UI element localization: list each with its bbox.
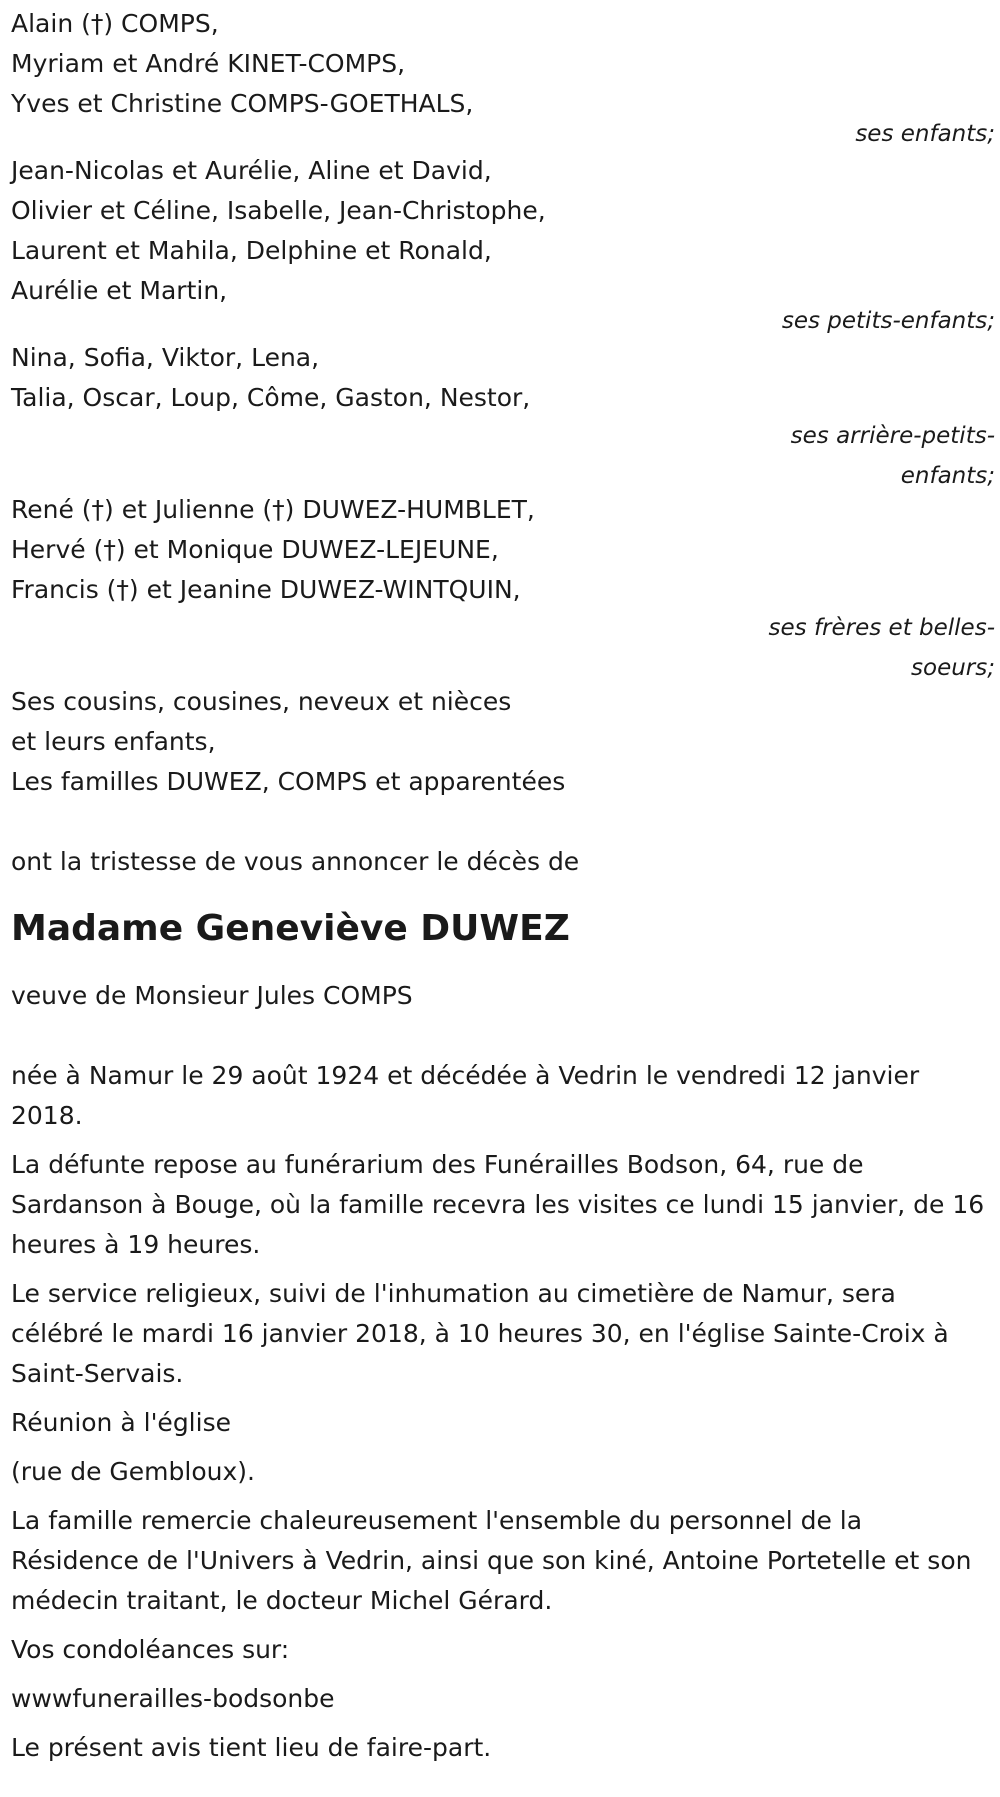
family-line: Alain (†) COMPS, (11, 9, 219, 38)
great-grandchildren-group (11, 338, 996, 496)
family-line: René (†) et Julienne (†) DUWEZ-HUMBLET, (11, 495, 535, 524)
condolences-link[interactable]: wwwfunerailles-bodsonbe (11, 1684, 335, 1713)
relation-label: ses enfants; (855, 121, 995, 147)
relation-label (11, 608, 996, 688)
family-line: Jean-Nicolas et Aurélie, Aline et David, (11, 156, 492, 185)
condolences-label: Vos condoléances sur: (11, 1635, 290, 1664)
relation-label (11, 416, 996, 496)
reunion-text: Réunion à l'église (11, 1408, 231, 1437)
family-line: Hervé (†) et Monique DUWEZ-LEJEUNE, (11, 535, 499, 564)
service-paragraph: Le service religieux, suivi de l'inhumation au cimetière de Namur, sera célébré le mardi 16 janvier 2018, à 10 heures 30, en l'église Sainte-Croix à Saint-Servais. (11, 1279, 949, 1388)
announcement-text: ont la tristesse de vous annoncer le décès de (11, 847, 580, 876)
relation-label-line: ses frères et belles- (768, 615, 995, 641)
other-relatives-group (11, 682, 996, 802)
relation-label-line: enfants; (900, 463, 995, 489)
visitation-paragraph: La défunte repose au funérarium des Funérailles Bodson, 64, rue de Sardanson à Bouge, où la famille recevra les visites ce lundi 15 janvier, de 16 heures à 19 heures. (11, 1150, 985, 1259)
siblings-group (11, 490, 996, 688)
family-line: Olivier et Céline, Isabelle, Jean-Christophe, (11, 196, 546, 225)
family-line: Talia, Oscar, Loup, Côme, Gaston, Nestor, (11, 383, 531, 412)
thanks-paragraph: La famille remercie chaleureusement l'ensemble du personnel de la Résidence de l'Univers à Vedrin, ainsi que son kiné, Antoine Portetelle et son médecin traitant, le docteur Michel Gérard. (11, 1506, 972, 1615)
reunion-detail-text: (rue de Gembloux). (11, 1457, 255, 1486)
family-line: et leurs enfants, (11, 727, 216, 756)
children-group (11, 4, 996, 154)
widow-of-text: veuve de Monsieur Jules COMPS (11, 981, 413, 1010)
family-line: Laurent et Mahila, Delphine et Ronald, (11, 236, 492, 265)
family-line: Les familles DUWEZ, COMPS et apparentées (11, 767, 566, 796)
family-line: Yves et Christine COMPS-GOETHALS, (11, 89, 474, 118)
family-line: Francis (†) et Jeanine DUWEZ-WINTQUIN, (11, 575, 521, 604)
family-line: Aurélie et Martin, (11, 276, 228, 305)
family-line: Myriam et André KINET-COMPS, (11, 49, 406, 78)
relation-label-line: soeurs; (911, 655, 995, 681)
grandchildren-group (11, 151, 996, 341)
obituary-notice (11, 4, 996, 1777)
family-line: Nina, Sofia, Viktor, Lena, (11, 343, 320, 372)
family-line: Ses cousins, cousines, neveux et nièces (11, 687, 512, 716)
closing-text: Le présent avis tient lieu de faire-part. (11, 1733, 492, 1762)
relation-label-line: ses arrière-petits- (790, 423, 995, 449)
deceased-name: Madame Geneviève DUWEZ (11, 908, 570, 949)
relation-label: ses petits-enfants; (781, 308, 995, 334)
birth-death-paragraph: née à Namur le 29 août 1924 et décédée à Vedrin le vendredi 12 janvier 2018. (11, 1061, 920, 1130)
